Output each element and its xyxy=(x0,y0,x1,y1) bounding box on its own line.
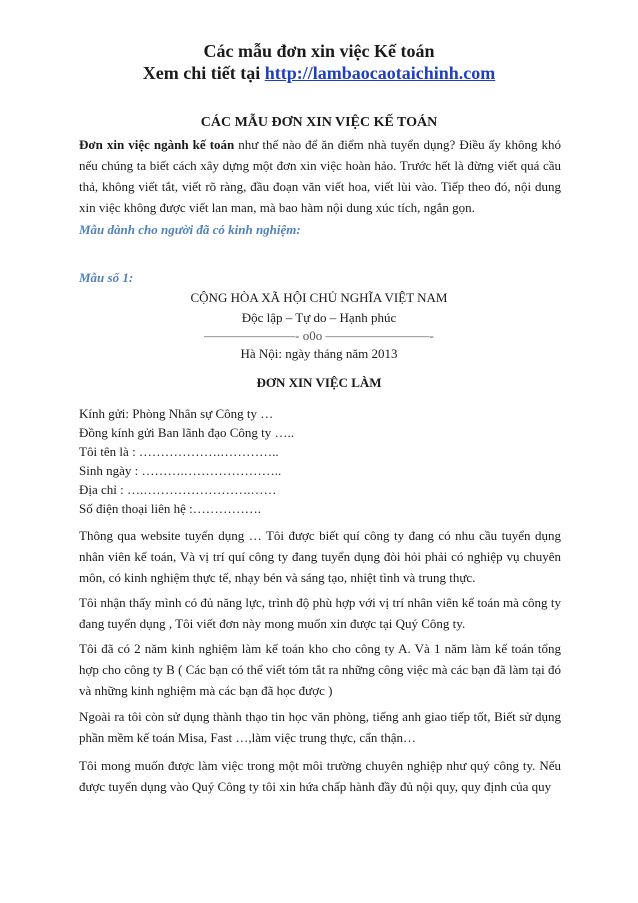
document-source-line xyxy=(0,62,638,84)
field-line: Sinh ngày : ……….………………….. xyxy=(79,463,282,478)
letter-divider: ———————- o0o ————————- xyxy=(204,328,434,343)
source-link[interactable]: http://lambaocaotaichinh.com xyxy=(264,63,496,83)
letter-country: CỘNG HÒA XÃ HỘI CHỦ NGHĨA VIỆT NAM xyxy=(190,290,448,305)
body-paragraph: Thông qua website tuyển dụng … Tôi được biết quí công ty đang có nhu cầu tuyển dụng nhân viên kế toán, Và vị trí quí công ty đang tuyển dụng đòi hỏi phải có nghiệp vụ chuyên môn, có kinh nghiệm thực tế, nhạy bén và sáng tạo, nhiệt tình và trung thực. xyxy=(79,528,561,585)
source-prefix: Xem chi tiết tại xyxy=(142,63,265,83)
field-line: Số điện thoại liên hệ :……………. xyxy=(79,501,261,516)
body-paragraph: Ngoài ra tôi còn sử dụng thành thạo tin học văn phòng, tiếng anh giao tiếp tốt, Biết sử dụng phần mềm kế toán Misa, Fast …,làm việc trung thực, cẩn thận… xyxy=(79,709,561,745)
letter-place-date: Hà Nội: ngày tháng năm 2013 xyxy=(240,346,398,361)
body-paragraph: Tôi đã có 2 năm kinh nghiệm làm kế toán kho cho công ty A. Và 1 năm làm kế toán tổng hợp cho công ty B ( Các bạn có thể viết tóm tắt ra những công việc mà các bạn đã làm tại đó và những kinh nghiệm mà các bạn đã học được ) xyxy=(79,641,561,698)
field-line: Đồng kính gửi Ban lãnh đạo Công ty ….. xyxy=(79,425,295,440)
section-title: CÁC MẪU ĐƠN XIN VIỆC KẾ TOÁN xyxy=(200,115,438,130)
letter-title: ĐƠN XIN VIỆC LÀM xyxy=(256,375,382,390)
sample-label: Mẫu số 1: xyxy=(79,270,134,285)
intro-paragraph xyxy=(79,134,561,218)
field-line: Địa chỉ : ….…………………….…… xyxy=(79,482,277,497)
intro-text: như thế nào để ăn điểm nhà tuyển dụng? Điều ấy không khó nếu chúng ta biết cách xây dựng một đơn xin việc hoàn hảo. Trước hết là đừng viết quá cầu thả, không viết tắt, viết rõ ràng, đầu đoạn văn viết hoa, viết lùi vào. Tiếp theo đó, nội dung xin việc không được viết lan man, mà bao hàm nội dung xúc tích, ngắn gọn. xyxy=(79,137,561,215)
letter-motto: Độc lập – Tự do – Hạnh phúc xyxy=(241,310,397,325)
experienced-label: Mẫu dành cho người đã có kinh nghiệm: xyxy=(79,222,301,237)
document-title: Các mẫu đơn xin việc Kế toán xyxy=(203,41,435,61)
field-line: Kính gửi: Phòng Nhân sự Công ty … xyxy=(79,406,274,421)
body-paragraph: Tôi mong muốn được làm việc trong một môi trường chuyên nghiệp như quý công ty. Nếu được tuyển dụng vào Quý Công ty tôi xin hứa chấp hành đầy đủ nội quy, quy định của quy xyxy=(79,758,561,794)
intro-bold-lead: Đơn xin việc ngành kế toán xyxy=(79,137,235,152)
body-paragraph: Tôi nhận thấy mình có đủ năng lực, trình độ phù hợp với vị trí nhân viên kế toán mà công ty đang tuyển dụng , Tôi viết đơn này mong muốn xin được tại Quý Công ty. xyxy=(79,595,561,631)
field-line: Tôi tên là : ……………….………….. xyxy=(79,444,279,459)
